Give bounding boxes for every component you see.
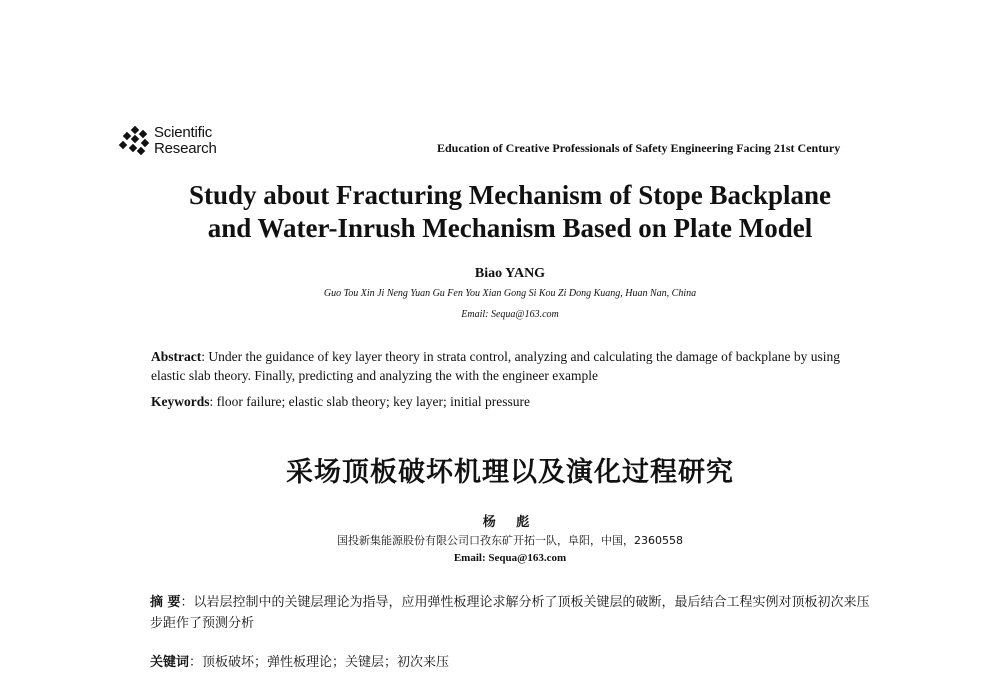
chinese-abstract-text: ：以岩层控制中的关键层理论为指导，应用弹性板理论求解分析了顶板关键层的破断，最后结合工程实例对顶板初次来压步距作了预测分析 — [150, 595, 870, 631]
paper-title — [100, 179, 920, 245]
chinese-keywords-text: ：顶板破坏；弹性板理论；关键层；初次来压 — [189, 655, 450, 670]
logo-line-2: Research — [154, 140, 217, 157]
author-affiliation: Guo Tou Xin Ji Neng Yuan Gu Fen You Xian Gong Si Kou Zi Dong Kuang, Huan Nan, China — [323, 288, 697, 299]
chinese-abstract — [150, 592, 875, 634]
title-line-1: Study about Fracturing Mechanism of Stope Backplane — [188, 180, 832, 210]
keywords — [151, 394, 876, 410]
keywords-text: : floor failure; elastic slab theory; key layer; initial pressure — [209, 394, 531, 409]
chinese-email: Email: Sequa@163.com — [453, 552, 567, 564]
chinese-keywords-label: 关键词 — [150, 655, 190, 670]
chinese-title: 采场顶板破坏机理以及演化过程研究 — [286, 457, 734, 488]
chinese-keywords — [150, 651, 875, 670]
keywords-label: Keywords — [151, 394, 210, 409]
abstract — [151, 347, 876, 385]
publisher-logo — [118, 125, 217, 157]
chinese-author-name: 杨 彪 — [482, 515, 538, 530]
abstract-label: Abstract — [151, 349, 202, 364]
diamond-dots-icon — [118, 126, 152, 156]
abstract-text: : Under the guidance of key layer theory in strata control, analyzing and calculating the damage of backplane by using elastic slab theory. Finally, predicting and analyzing the with the engineer example — [151, 349, 841, 383]
title-line-2: and Water-Inrush Mechanism Based on Plate Model — [207, 213, 813, 243]
conference-name: Education of Creative Professionals of Safety Engineering Facing 21st Century — [437, 141, 841, 155]
chinese-affiliation: 国投新集能源股份有限公司口孜东矿开拓一队，阜阳，中国，2360558 — [337, 534, 683, 547]
logo-line-1: Scientific — [154, 124, 213, 141]
author-email: Email: Sequa@163.com — [461, 309, 559, 320]
author-name: Biao YANG — [474, 266, 546, 281]
chinese-abstract-label: 摘 要 — [150, 595, 181, 610]
